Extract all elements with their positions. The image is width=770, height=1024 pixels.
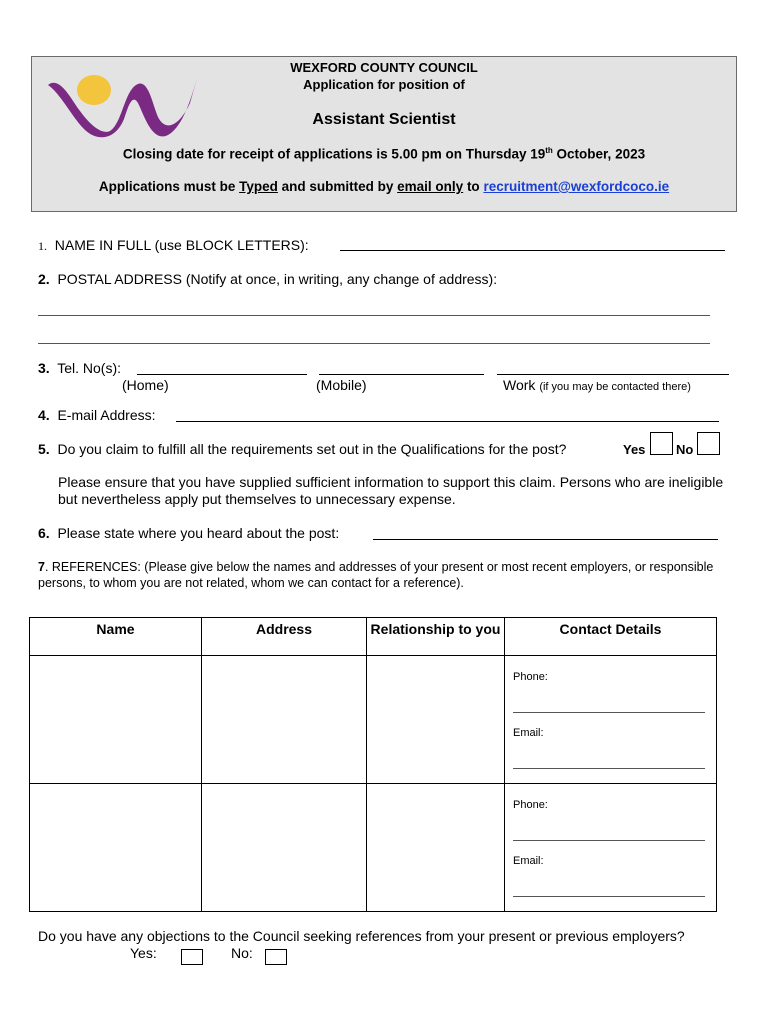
objections-no-label: No: bbox=[231, 945, 253, 961]
position-title: Assistant Scientist bbox=[312, 111, 456, 128]
q3-tel-label: 3. Tel. No(s): bbox=[38, 360, 122, 376]
q3-mobile-label: (Mobile) bbox=[316, 377, 367, 393]
col-header-address: Address bbox=[202, 618, 367, 656]
q6-heard-label: 6. Please state where you heard about the post: bbox=[38, 525, 340, 541]
col-header-name: Name bbox=[30, 618, 202, 656]
ref2-phone-field[interactable] bbox=[513, 840, 705, 841]
objections-yes-label: Yes: bbox=[130, 945, 157, 961]
ref2-address-cell[interactable] bbox=[202, 784, 367, 912]
ref1-phone-field[interactable] bbox=[513, 712, 705, 713]
q4-email-field[interactable] bbox=[176, 421, 719, 422]
q2-address-line-1[interactable] bbox=[38, 315, 710, 316]
objections-yes-checkbox[interactable] bbox=[181, 949, 203, 965]
objections-question: Do you have any objections to the Council seeking references from your present or previous employers? bbox=[38, 928, 685, 944]
ref1-phone-label: Phone: bbox=[513, 671, 548, 683]
references-table bbox=[29, 617, 717, 912]
ref1-email-field[interactable] bbox=[513, 768, 705, 769]
ref1-relationship-cell[interactable] bbox=[367, 656, 505, 784]
q4-email-label: 4. E-mail Address: bbox=[38, 407, 156, 423]
q1-name-field[interactable] bbox=[340, 250, 725, 251]
recruitment-email-link[interactable]: recruitment@wexfordcoco.ie bbox=[483, 179, 670, 194]
ref2-name-cell[interactable] bbox=[30, 784, 202, 912]
q1-name-label: 1. NAME IN FULL (use BLOCK LETTERS): bbox=[38, 237, 309, 253]
table-row bbox=[30, 656, 717, 784]
q5-yes-checkbox[interactable] bbox=[650, 432, 673, 455]
ref1-address-cell[interactable] bbox=[202, 656, 367, 784]
q2-address-label: 2. POSTAL ADDRESS (Notify at once, in writing, any change of address): bbox=[38, 271, 498, 287]
q3-work-field[interactable] bbox=[497, 374, 729, 375]
q5-yes-label: Yes bbox=[623, 442, 646, 457]
q3-work-label: Work (if you may be contacted there) bbox=[503, 377, 691, 393]
q6-heard-field[interactable] bbox=[373, 539, 718, 540]
q2-address-line-2[interactable] bbox=[38, 343, 710, 344]
header-panel bbox=[31, 56, 737, 212]
col-header-contact: Contact Details bbox=[505, 618, 717, 656]
ref2-relationship-cell[interactable] bbox=[367, 784, 505, 912]
ref2-email-field[interactable] bbox=[513, 896, 705, 897]
q5-no-label: No bbox=[676, 442, 694, 457]
council-name: WEXFORD COUNTY COUNCIL bbox=[290, 60, 478, 75]
ref2-email-label: Email: bbox=[513, 855, 544, 867]
table-row bbox=[30, 784, 717, 912]
ref2-phone-label: Phone: bbox=[513, 799, 548, 811]
q5-no-checkbox[interactable] bbox=[697, 432, 720, 455]
q7-references-intro: 7. REFERENCES: (Please give below the names and addresses of your present or most recent employers, or responsible persons, to whom you are not related, whom we can contact for a reference). bbox=[38, 560, 714, 590]
council-logo bbox=[40, 63, 200, 143]
application-for-label: Application for position of bbox=[303, 77, 465, 92]
q5-note: Please ensure that you have supplied sufficient information to support this claim. Persons who are ineligible but nevertheless apply put themselves to unnecessary expense. bbox=[58, 474, 724, 507]
ref2-contact-cell[interactable] bbox=[505, 784, 717, 912]
ref1-email-label: Email: bbox=[513, 727, 544, 739]
closing-date: Closing date for receipt of applications is 5.00 pm on Thursday 19th October, 2023 bbox=[122, 146, 646, 162]
q5-qualifications-label: 5. Do you claim to fulfill all the requirements set out in the Qualifications for the post? bbox=[38, 441, 567, 457]
q3-home-field[interactable] bbox=[137, 374, 307, 375]
objections-no-checkbox[interactable] bbox=[265, 949, 287, 965]
submission-instructions: Applications must be Typed and submitted by email only to recruitment@wexfordcoco.ie bbox=[98, 179, 670, 194]
ref1-name-cell[interactable] bbox=[30, 656, 202, 784]
col-header-relationship: Relationship to you bbox=[367, 618, 505, 656]
q3-mobile-field[interactable] bbox=[319, 374, 484, 375]
ref1-contact-cell[interactable] bbox=[505, 656, 717, 784]
references-header-row bbox=[30, 618, 717, 656]
q3-home-label: (Home) bbox=[122, 377, 169, 393]
